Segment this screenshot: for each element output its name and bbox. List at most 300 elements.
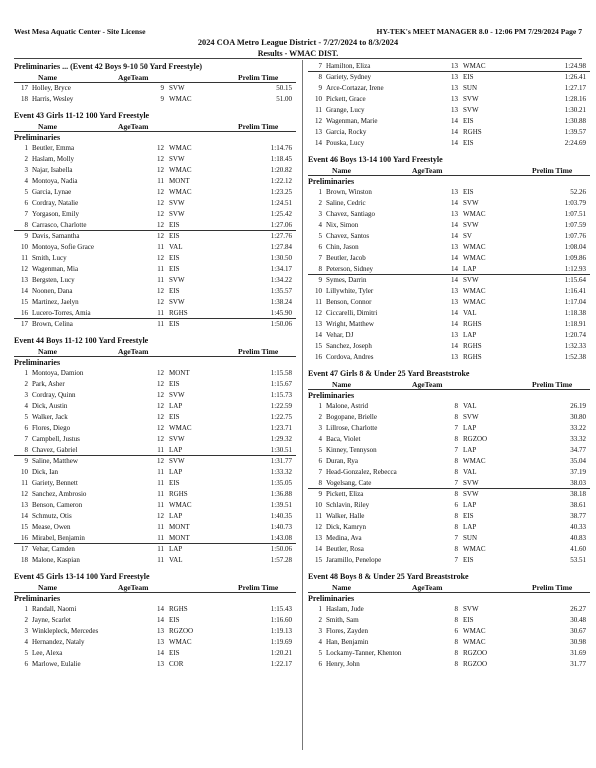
place: 1	[318, 402, 322, 410]
round-label: Preliminaries	[308, 391, 355, 400]
swimmer-name: Nix, Simon	[326, 221, 359, 229]
swimmer-name: Jayne, Scarlet	[32, 616, 71, 624]
place: 11	[315, 106, 322, 114]
prelim-time: 1:45.90	[270, 309, 292, 317]
column-header-prelim: Prelim Time	[238, 73, 279, 82]
swimmer-name: Dick, Austin	[32, 402, 68, 410]
place: 17	[21, 320, 28, 328]
place: 2	[318, 616, 322, 624]
place: 15	[21, 523, 28, 531]
team: WMAC	[463, 287, 486, 295]
column-header-ageteam: AgeTeam	[118, 73, 149, 82]
swimmer-age: 11	[157, 523, 164, 531]
prelim-time: 1:57.28	[270, 556, 292, 564]
swimmer-age: 12	[157, 287, 164, 295]
result-row	[308, 127, 590, 138]
swimmer-name: Arce-Cortazar, Irene	[326, 84, 384, 92]
place: 6	[318, 457, 322, 465]
result-row	[308, 198, 590, 209]
team: WMAC	[463, 545, 486, 553]
swimmer-name: Medina, Ava	[326, 534, 362, 542]
swimmer-name: Schlavin, Riley	[326, 501, 370, 509]
team: EIS	[169, 265, 180, 273]
team: SVW	[463, 413, 479, 421]
software-info: HY-TEK's MEET MANAGER 8.0 - 12:06 PM 7/29/2024 Page 7	[376, 27, 582, 36]
result-row	[308, 615, 590, 626]
team: LAP	[463, 501, 477, 509]
result-row	[308, 544, 590, 555]
result-row	[14, 401, 296, 412]
result-row	[14, 275, 296, 286]
swimmer-age: 12	[157, 298, 164, 306]
team: WMAC	[463, 243, 486, 251]
team: EIS	[169, 232, 180, 240]
swimmer-age: 14	[451, 254, 458, 262]
swimmer-age: 13	[157, 638, 164, 646]
team: LAP	[169, 512, 183, 520]
event-block	[14, 110, 296, 330]
swimmer-age: 14	[451, 128, 458, 136]
swimmer-name: Vehar, Camden	[32, 545, 75, 553]
swimmer-name: Najar, Isabella	[32, 166, 73, 174]
place: 5	[318, 232, 322, 240]
place: 2	[24, 380, 28, 388]
swimmer-age: 14	[157, 605, 164, 613]
team: SVW	[169, 84, 185, 92]
team: WMAC	[169, 166, 192, 174]
place: 3	[24, 391, 28, 399]
place: 10	[21, 243, 28, 251]
column-header-ageteam: AgeTeam	[412, 583, 443, 592]
swimmer-name: Dick, Kamryn	[326, 523, 367, 531]
event-title: Event 48 Boys 8 & Under 25 Yard Breaststroke	[308, 572, 469, 581]
swimmer-name: Schmutz, Otis	[32, 512, 72, 520]
result-row	[308, 242, 590, 253]
swimmer-age: 14	[451, 199, 458, 207]
team: VAL	[463, 402, 477, 410]
team: VAL	[463, 309, 477, 317]
result-row	[14, 264, 296, 275]
place: 5	[318, 649, 322, 657]
prelim-time: 26.27	[570, 605, 586, 613]
result-row	[308, 522, 590, 533]
team: EIS	[463, 556, 474, 564]
event-title: Event 46 Boys 13-14 100 Yard Freestyle	[308, 155, 443, 164]
team: EIS	[463, 73, 474, 81]
team: RGHS	[169, 309, 188, 317]
result-row	[14, 489, 296, 500]
swimmer-name: Lockamy-Tanner, Khenton	[326, 649, 402, 657]
place: 9	[318, 490, 322, 498]
place: 9	[24, 232, 28, 240]
swimmer-age: 13	[451, 353, 458, 361]
place: 1	[24, 605, 28, 613]
prelim-time: 40.83	[570, 534, 586, 542]
place: 13	[315, 320, 322, 328]
result-row	[308, 264, 590, 275]
swimmer-age: 13	[451, 73, 458, 81]
result-row	[308, 187, 590, 198]
swimmer-name: Benson, Connor	[326, 298, 372, 306]
team: WMAC	[169, 638, 192, 646]
event-block	[308, 368, 590, 566]
swimmer-name: Cordova, Andres	[326, 353, 374, 361]
swimmer-age: 12	[157, 254, 164, 262]
result-row	[14, 533, 296, 544]
swimmer-age: 14	[451, 342, 458, 350]
swimmer-name: Henry, John	[326, 660, 360, 668]
event-block	[14, 335, 296, 566]
place: 6	[318, 243, 322, 251]
place: 4	[24, 177, 28, 185]
team: SVW	[169, 210, 185, 218]
swimmer-age: 8	[454, 605, 458, 613]
result-row	[308, 659, 590, 670]
swimmer-name: Hamilton, Eliza	[326, 62, 371, 70]
prelim-time: 1:18.91	[564, 320, 586, 328]
place: 12	[21, 490, 28, 498]
swimmer-name: Chavez, Santiago	[326, 210, 375, 218]
swimmer-name: Grange, Lucy	[326, 106, 365, 114]
place: 14	[315, 331, 322, 339]
place: 8	[318, 73, 322, 81]
swimmer-name: Randall, Naomi	[32, 605, 77, 613]
swimmer-age: 14	[451, 276, 458, 284]
result-row	[308, 533, 590, 544]
place: 14	[21, 287, 28, 295]
swimmer-name: Chavez, Santos	[326, 232, 370, 240]
result-row	[308, 412, 590, 423]
prelim-time: 1:23.71	[270, 424, 292, 432]
place: 15	[315, 556, 322, 564]
swimmer-age: 8	[454, 512, 458, 520]
team: SVW	[463, 490, 479, 498]
team: EIS	[169, 320, 180, 328]
team: SVW	[463, 106, 479, 114]
result-row	[308, 489, 590, 500]
prelim-time: 34.77	[570, 446, 586, 454]
place: 7	[318, 254, 322, 262]
place: 7	[318, 468, 322, 476]
place: 9	[318, 276, 322, 284]
swimmer-age: 14	[451, 320, 458, 328]
prelim-time: 1:29.32	[270, 435, 292, 443]
prelim-time: 1:23.25	[270, 188, 292, 196]
team: MONT	[169, 534, 190, 542]
column-header-ageteam: AgeTeam	[412, 166, 443, 175]
result-row	[308, 209, 590, 220]
team: EIS	[463, 139, 474, 147]
event-block	[14, 571, 296, 670]
team: LAP	[169, 446, 183, 454]
swimmer-age: 8	[454, 649, 458, 657]
swimmer-age: 11	[157, 490, 164, 498]
team: VAL	[463, 468, 477, 476]
swimmer-age: 13	[451, 62, 458, 70]
prelim-time: 1:15.64	[564, 276, 586, 284]
swimmer-age: 13	[157, 627, 164, 635]
team: LAP	[463, 446, 477, 454]
team: WMAC	[463, 638, 486, 646]
column-header-name: Name	[332, 166, 351, 175]
result-row	[308, 423, 590, 434]
prelim-time: 1:27.06	[270, 221, 292, 229]
swimmer-name: Holley, Bryce	[32, 84, 71, 92]
prelim-time: 1:30.50	[270, 254, 292, 262]
team: MONT	[169, 369, 190, 377]
result-row	[308, 434, 590, 445]
swimmer-age: 11	[157, 320, 164, 328]
swimmer-age: 12	[157, 424, 164, 432]
team: SUN	[463, 84, 478, 92]
result-row	[308, 308, 590, 319]
team: WMAC	[463, 298, 486, 306]
prelim-time: 1:17.04	[564, 298, 586, 306]
result-row	[308, 445, 590, 456]
place: 13	[21, 501, 28, 509]
swimmer-name: Smith, Sam	[326, 616, 359, 624]
swimmer-age: 14	[451, 117, 458, 125]
swimmer-name: Gariety, Sydney	[326, 73, 372, 81]
result-row	[14, 467, 296, 478]
result-row	[14, 626, 296, 637]
place: 4	[318, 221, 322, 229]
result-row	[14, 379, 296, 390]
prelim-time: 1:40.35	[270, 512, 292, 520]
result-row	[14, 220, 296, 231]
swimmer-age: 13	[451, 298, 458, 306]
swimmer-age: 13	[451, 84, 458, 92]
prelim-time: 1:03.79	[564, 199, 586, 207]
swimmer-age: 14	[157, 649, 164, 657]
swimmer-age: 8	[454, 435, 458, 443]
header-divider	[14, 58, 582, 59]
result-row	[14, 604, 296, 615]
prelim-time: 1:30.21	[564, 106, 586, 114]
result-row	[14, 176, 296, 187]
place: 13	[315, 128, 322, 136]
place: 2	[24, 616, 28, 624]
prelim-time: 30.48	[570, 616, 586, 624]
swimmer-name: Flores, Zayden	[326, 627, 368, 635]
team: RGHS	[463, 353, 482, 361]
prelim-time: 38.77	[570, 512, 586, 520]
swimmer-age: 11	[157, 309, 164, 317]
swimmer-age: 6	[454, 501, 458, 509]
team: WMAC	[169, 95, 192, 103]
team: RGZOO	[463, 649, 488, 657]
result-row	[14, 511, 296, 522]
swimmer-age: 7	[454, 479, 458, 487]
team: SVW	[169, 298, 185, 306]
result-row	[308, 456, 590, 467]
swimmer-age: 13	[451, 95, 458, 103]
team: SV	[463, 232, 472, 240]
team: EIS	[463, 188, 474, 196]
result-row	[308, 297, 590, 308]
place: 2	[318, 199, 322, 207]
swimmer-name: Lucero-Torres, Amia	[32, 309, 91, 317]
swimmer-name: Pouska, Lucy	[326, 139, 365, 147]
result-row	[14, 154, 296, 165]
swimmer-name: Park, Asher	[32, 380, 65, 388]
column-header-ageteam: AgeTeam	[118, 583, 149, 592]
swimmer-age: 11	[157, 479, 164, 487]
swimmer-age: 13	[451, 287, 458, 295]
prelim-time: 1:16.60	[270, 616, 292, 624]
swimmer-age: 11	[157, 243, 164, 251]
place: 14	[315, 139, 322, 147]
team: MONT	[169, 177, 190, 185]
team: SVW	[463, 221, 479, 229]
result-row	[14, 544, 296, 555]
column-header-name: Name	[38, 122, 57, 131]
swimmer-age: 12	[157, 166, 164, 174]
swimmer-name: Davis, Samantha	[32, 232, 80, 240]
place: 3	[24, 166, 28, 174]
swimmer-age: 14	[451, 139, 458, 147]
result-row	[14, 143, 296, 154]
swimmer-age: 7	[454, 556, 458, 564]
swimmer-name: Garcia, Rocky	[326, 128, 367, 136]
prelim-time: 33.32	[570, 435, 586, 443]
swimmer-age: 11	[157, 177, 164, 185]
place: 5	[24, 649, 28, 657]
swimmer-age: 8	[454, 616, 458, 624]
result-row	[14, 242, 296, 253]
swimmer-name: Lillrose, Charlotte	[326, 424, 378, 432]
result-row	[308, 401, 590, 412]
team: EIS	[169, 221, 180, 229]
place: 4	[318, 435, 322, 443]
team: RGZOO	[463, 660, 488, 668]
result-row	[14, 659, 296, 670]
team: WMAC	[169, 424, 192, 432]
team: EIS	[169, 413, 180, 421]
place: 6	[24, 660, 28, 668]
place: 18	[21, 556, 28, 564]
place: 14	[315, 545, 322, 553]
swimmer-name: Walker, Halle	[326, 512, 365, 520]
team: SVW	[169, 435, 185, 443]
place: 10	[315, 95, 322, 103]
prelim-time: 1:15.73	[270, 391, 292, 399]
place: 11	[315, 512, 322, 520]
prelim-time: 1:27.76	[270, 232, 292, 240]
prelim-time: 1:15.58	[270, 369, 292, 377]
site-license: West Mesa Aquatic Center - Site License	[14, 27, 146, 36]
swimmer-name: Campbell, Justus	[32, 435, 80, 443]
results-subtitle: Results - WMAC DIST.	[257, 49, 339, 58]
prelim-time: 1:07.76	[564, 232, 586, 240]
team: RGZOO	[169, 627, 194, 635]
swimmer-name: Montoya, Damion	[32, 369, 84, 377]
prelim-time: 2:24.69	[564, 139, 586, 147]
place: 6	[24, 199, 28, 207]
prelim-time: 1:30.51	[270, 446, 292, 454]
prelim-time: 1:20.74	[564, 331, 586, 339]
swimmer-name: Cordray, Natalie	[32, 199, 79, 207]
swimmer-age: 12	[157, 199, 164, 207]
place: 18	[21, 95, 28, 103]
prelim-time: 1:22.17	[270, 660, 292, 668]
prelim-time: 1:43.08	[270, 534, 292, 542]
swimmer-age: 11	[157, 265, 164, 273]
place: 11	[21, 479, 28, 487]
result-row	[308, 319, 590, 330]
prelim-time: 40.33	[570, 523, 586, 531]
prelim-time: 1:22.12	[270, 177, 292, 185]
place: 14	[21, 512, 28, 520]
swimmer-name: Symes, Darrin	[326, 276, 367, 284]
swimmer-name: Sanchez, Ambrosio	[32, 490, 87, 498]
result-row	[14, 187, 296, 198]
prelim-time: 1:19.69	[270, 638, 292, 646]
result-row	[308, 511, 590, 522]
result-row	[14, 319, 296, 330]
prelim-time: 1:20.82	[270, 166, 292, 174]
result-row	[14, 445, 296, 456]
team: LAP	[463, 424, 477, 432]
swimmer-name: Mirabel, Benjamin	[32, 534, 85, 542]
place: 3	[318, 210, 322, 218]
place: 10	[21, 468, 28, 476]
place: 12	[315, 309, 322, 317]
place: 9	[318, 84, 322, 92]
column-header-name: Name	[38, 73, 57, 82]
swimmer-name: Beutler, Emma	[32, 144, 75, 152]
team: LAP	[169, 402, 183, 410]
prelim-time: 41.60	[570, 545, 586, 553]
team: SVW	[169, 391, 185, 399]
swimmer-name: Saline, Cedric	[326, 199, 366, 207]
column-header-ageteam: AgeTeam	[118, 347, 149, 356]
swimmer-name: Wright, Matthew	[326, 320, 374, 328]
swimmer-name: Bogopane, Brielle	[326, 413, 377, 421]
swimmer-name: Chin, Jason	[326, 243, 359, 251]
swimmer-name: Harris, Wesley	[32, 95, 74, 103]
place: 2	[318, 413, 322, 421]
team: LAP	[463, 331, 477, 339]
swimmer-age: 11	[157, 501, 164, 509]
place: 17	[21, 84, 28, 92]
prelim-time: 1:16.41	[564, 287, 586, 295]
column-header	[14, 122, 296, 132]
result-row	[14, 423, 296, 434]
prelim-time: 1:38.24	[270, 298, 292, 306]
swimmer-age: 8	[454, 402, 458, 410]
team: EIS	[169, 380, 180, 388]
prelim-time: 1:50.06	[270, 320, 292, 328]
place: 8	[24, 221, 28, 229]
team: RGHS	[169, 605, 188, 613]
place: 12	[21, 265, 28, 273]
swimmer-name: Head-Gonzalez, Rebecca	[326, 468, 397, 476]
swimmer-age: 8	[454, 468, 458, 476]
result-row	[14, 615, 296, 626]
swimmer-age: 11	[157, 468, 164, 476]
swimmer-name: Smith, Lucy	[32, 254, 67, 262]
swimmer-name: Chavez, Gabriel	[32, 446, 78, 454]
result-row	[14, 83, 296, 94]
team: RGZOO	[463, 435, 488, 443]
place: 13	[315, 534, 322, 542]
round-label: Preliminaries	[308, 594, 355, 603]
prelim-time: 35.04	[570, 457, 586, 465]
place: 3	[318, 627, 322, 635]
team: WMAC	[463, 210, 486, 218]
result-row	[14, 434, 296, 445]
